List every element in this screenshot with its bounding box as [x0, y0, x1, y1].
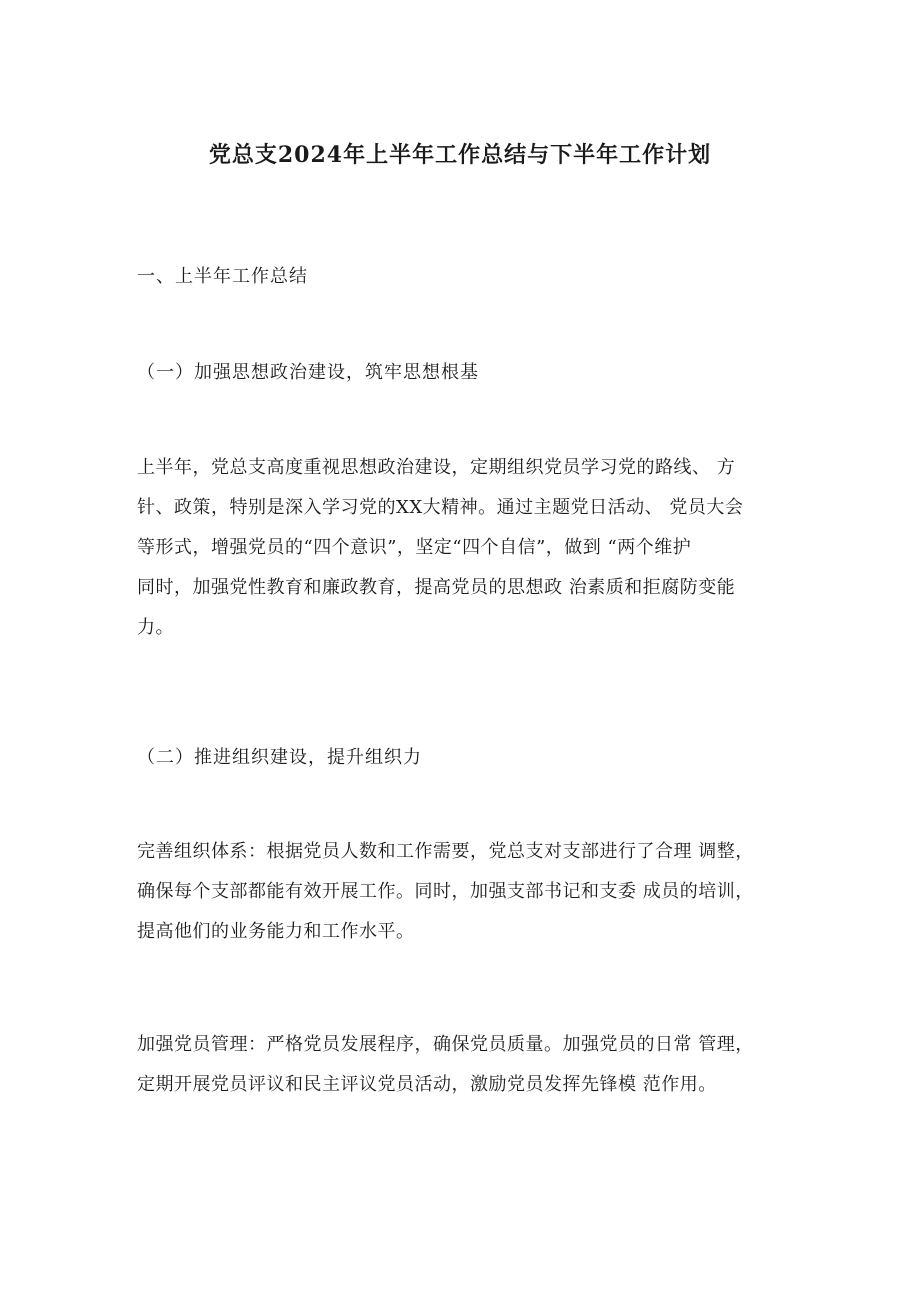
subsection-heading-ideology: （一）加强思想政治建设，筑牢思想根基 [137, 362, 479, 383]
paragraph-member-management [137, 1025, 797, 1105]
paragraph-line: 加强党员管理：严格党员发展程序，确保党员质量。加强党员的日常 管理， [137, 1034, 754, 1055]
paragraph-line: 力。 [137, 617, 174, 638]
document-title: 党总支2024年上半年工作总结与下半年工作计划 [208, 142, 712, 168]
paragraph-line: 上半年，党总支高度重视思想政治建设，定期组织党员学习党的路线、 方 [137, 457, 736, 478]
paragraph-line: 提高他们的业务能力和工作水平。 [137, 921, 415, 942]
paragraph-organization-system [137, 832, 797, 952]
paragraph-line: 完善组织体系：根据党员人数和工作需要，党总支对支部进行了合理 调整， [137, 841, 754, 862]
paragraph-line: 针、政策，特别是深入学习党的XX大精神。通过主题党日活动、 党员大会 [137, 497, 744, 518]
paragraph-line: 等形式，增强党员的“四个意识”，坚定“四个自信”，做到 “两个维护 [137, 537, 692, 558]
paragraph-ideology [137, 448, 797, 648]
subsection-heading-organization: （二）推进组织建设，提升组织力 [137, 747, 422, 768]
paragraph-line: 定期开展党员评议和民主评议党员活动，激励党员发挥先锋模 范作用。 [137, 1074, 717, 1095]
paragraph-line: 同时，加强党性教育和廉政教育，提高党员的思想政 治素质和拒腐防变能 [137, 577, 736, 598]
paragraph-line: 确保每个支部都能有效开展工作。同时，加强支部书记和支委 成员的培训， [137, 881, 754, 902]
section-heading-summary: 一、上半年工作总结 [137, 266, 308, 287]
